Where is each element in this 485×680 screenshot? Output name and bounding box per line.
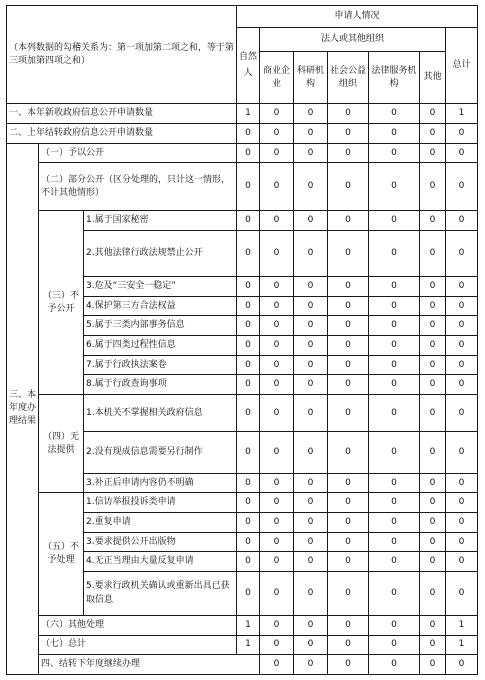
cell-value: 0 (260, 493, 294, 513)
cell-value: 0 (446, 296, 478, 316)
row-label: （六）其他处理 (39, 615, 237, 635)
section-three-label: 三、本年度办理结果 (7, 143, 39, 674)
cell-value: 0 (260, 296, 294, 316)
natural-person-header: 自然人 (237, 27, 260, 104)
row-label: 4.无正当理由大量反复申请 (84, 552, 237, 572)
cell-value: 0 (369, 473, 420, 493)
cell-value: 0 (369, 163, 420, 211)
cell-value: 0 (420, 635, 446, 655)
row-label: 5.要求行政机关确认或重新出具已获取信息 (84, 572, 237, 616)
row-label: （七）总计 (39, 635, 237, 655)
cell-value: 0 (237, 163, 260, 211)
cell-value: 0 (328, 572, 369, 616)
cell-value: 0 (446, 211, 478, 231)
cell-value: 0 (420, 211, 446, 231)
cell-value: 0 (369, 532, 420, 552)
cell-value: 0 (260, 355, 294, 375)
cell-value: 0 (369, 493, 420, 513)
cell-value: 1 (446, 104, 478, 124)
table-row (7, 655, 478, 675)
cell-value: 0 (420, 163, 446, 211)
cell-value: 0 (328, 655, 369, 675)
cell-value: 0 (260, 124, 294, 144)
cell-value: 0 (260, 395, 294, 432)
cell-value: 0 (328, 513, 369, 533)
group-label-not-disclosed: （三）不予公开 (39, 211, 84, 395)
cell-value: 0 (328, 104, 369, 124)
applicant-group-header: 申请人情况 (237, 6, 478, 28)
cell-value: 0 (446, 655, 478, 675)
cell-value: 0 (369, 615, 420, 635)
cell-value: 0 (294, 493, 328, 513)
cell-value: 0 (294, 124, 328, 144)
cell-value: 1 (237, 104, 260, 124)
cell-value: 0 (294, 513, 328, 533)
cell-value: 0 (420, 473, 446, 493)
cell-value: 0 (328, 615, 369, 635)
cell-value: 0 (260, 143, 294, 163)
cell-value: 0 (328, 143, 369, 163)
cell-value: 0 (446, 336, 478, 356)
group-label-unable-to-provide: （四）无法提供 (39, 395, 84, 493)
cell-value: 0 (369, 336, 420, 356)
row-label: （二）部分公开（区分处理的，只计这一情形，不计其他情形） (39, 163, 237, 211)
cell-value: 0 (294, 432, 328, 474)
cell-value: 0 (420, 143, 446, 163)
cell-value: 0 (446, 473, 478, 493)
cell-value: 0 (294, 532, 328, 552)
table-row (7, 104, 478, 124)
row-label: 2.没有现成信息需要另行制作 (84, 432, 237, 474)
cell-value: 0 (237, 124, 260, 144)
cell-value: 0 (369, 655, 420, 675)
cell-value: 0 (420, 532, 446, 552)
row-label: 1.本机关不掌握相关政府信息 (84, 395, 237, 432)
cell-value: 0 (446, 552, 478, 572)
cell-value: 0 (260, 231, 294, 277)
cell-value: 0 (369, 432, 420, 474)
cell-value: 0 (420, 493, 446, 513)
col-header-legal-service: 法律服务机构 (369, 51, 420, 103)
table-row (7, 615, 478, 635)
cell-value: 0 (328, 635, 369, 655)
cell-value: 0 (260, 163, 294, 211)
cell-value: 0 (369, 375, 420, 395)
cell-value: 0 (328, 395, 369, 432)
cell-value: 0 (420, 277, 446, 297)
row-label: 3.要求提供公开出版物 (84, 532, 237, 552)
cell-value: 0 (237, 532, 260, 552)
cell-value: 0 (328, 493, 369, 513)
cell-value: 0 (420, 615, 446, 635)
row-label: 1.属于国家秘密 (84, 211, 237, 231)
cell-value: 0 (369, 395, 420, 432)
table-note: （本列数据的勾稽关系为：第一项加第二项之和，等于第三项加第四项之和） (7, 6, 237, 104)
row-label: 3.危及“三安全一稳定” (84, 277, 237, 297)
row-label: （一）予以公开 (39, 143, 237, 163)
cell-value: 0 (260, 316, 294, 336)
cell-value: 0 (369, 104, 420, 124)
cell-value: 0 (420, 513, 446, 533)
row-label: 3.补正后申请内容仍不明确 (84, 473, 237, 493)
cell-value: 0 (260, 615, 294, 635)
cell-value: 0 (328, 432, 369, 474)
cell-value: 0 (260, 572, 294, 616)
cell-value: 0 (260, 336, 294, 356)
cell-value: 0 (446, 513, 478, 533)
row-label: 7.属于行政执法案卷 (84, 355, 237, 375)
cell-value: 0 (328, 473, 369, 493)
cell-value: 0 (237, 473, 260, 493)
cell-value: 0 (369, 277, 420, 297)
col-header-public-welfare: 社会公益组织 (328, 51, 369, 103)
table-row (7, 635, 478, 655)
cell-value: 0 (237, 296, 260, 316)
cell-value: 0 (420, 355, 446, 375)
cell-value: 0 (446, 375, 478, 395)
row-label: 四、结转下年度继续办理 (39, 655, 260, 675)
cell-value: 0 (369, 572, 420, 616)
total-header: 总计 (446, 27, 478, 104)
cell-value: 0 (446, 316, 478, 336)
cell-value: 0 (294, 211, 328, 231)
cell-value: 0 (420, 395, 446, 432)
cell-value: 0 (328, 211, 369, 231)
cell-value: 0 (260, 532, 294, 552)
cell-value: 0 (446, 124, 478, 144)
cell-value: 0 (369, 316, 420, 336)
cell-value: 0 (420, 104, 446, 124)
cell-value: 0 (260, 473, 294, 493)
cell-value: 0 (294, 473, 328, 493)
cell-value: 0 (237, 143, 260, 163)
cell-value: 0 (237, 552, 260, 572)
cell-value: 0 (237, 432, 260, 474)
cell-value: 0 (328, 277, 369, 297)
table-row (7, 493, 478, 513)
table-row (7, 395, 478, 432)
cell-value: 0 (294, 375, 328, 395)
cell-value: 0 (237, 277, 260, 297)
cell-value: 0 (446, 231, 478, 277)
table-row (7, 211, 478, 231)
cell-value: 0 (420, 336, 446, 356)
cell-value: 0 (420, 375, 446, 395)
cell-value: 0 (328, 163, 369, 211)
cell-value: 0 (294, 143, 328, 163)
cell-value: 0 (294, 104, 328, 124)
row-label: 2.重复申请 (84, 513, 237, 533)
row-label: 4.保护第三方合法权益 (84, 296, 237, 316)
cell-value: 0 (294, 336, 328, 356)
cell-value: 0 (237, 513, 260, 533)
cell-value: 0 (420, 432, 446, 474)
cell-value: 0 (420, 655, 446, 675)
cell-value: 0 (420, 316, 446, 336)
cell-value: 0 (260, 375, 294, 395)
cell-value: 0 (260, 104, 294, 124)
table-row (7, 124, 478, 144)
disclosure-statistics-table (6, 5, 478, 675)
cell-value: 0 (369, 296, 420, 316)
cell-value: 0 (237, 395, 260, 432)
cell-value: 1 (237, 635, 260, 655)
legal-group-header: 法人或其他组织 (260, 27, 446, 51)
cell-value: 0 (294, 355, 328, 375)
cell-value: 0 (260, 277, 294, 297)
row-label: 2.其他法律行政法规禁止公开 (84, 231, 237, 277)
cell-value: 0 (294, 572, 328, 616)
cell-value: 0 (369, 143, 420, 163)
cell-value: 0 (446, 432, 478, 474)
cell-value: 0 (328, 552, 369, 572)
cell-value: 0 (294, 231, 328, 277)
cell-value: 0 (420, 572, 446, 616)
cell-value: 0 (328, 375, 369, 395)
cell-value: 0 (369, 552, 420, 572)
cell-value: 0 (237, 375, 260, 395)
cell-value: 0 (420, 231, 446, 277)
cell-value: 0 (294, 615, 328, 635)
cell-value: 0 (420, 552, 446, 572)
cell-value: 0 (294, 552, 328, 572)
cell-value: 0 (446, 163, 478, 211)
cell-value: 0 (420, 296, 446, 316)
cell-value: 0 (328, 532, 369, 552)
cell-value: 0 (260, 211, 294, 231)
cell-value: 0 (237, 355, 260, 375)
row-label: 5.属于三类内部事务信息 (84, 316, 237, 336)
table-row (7, 143, 478, 163)
cell-value: 0 (369, 124, 420, 144)
cell-value: 0 (446, 395, 478, 432)
cell-value: 0 (294, 395, 328, 432)
cell-value: 0 (294, 655, 328, 675)
cell-value: 0 (446, 493, 478, 513)
cell-value: 0 (328, 124, 369, 144)
cell-value: 0 (328, 231, 369, 277)
cell-value: 0 (237, 231, 260, 277)
cell-value: 0 (446, 355, 478, 375)
cell-value: 0 (294, 296, 328, 316)
row-label: 二、上年结转政府信息公开申请数量 (7, 124, 237, 144)
cell-value: 0 (294, 163, 328, 211)
cell-value: 0 (369, 355, 420, 375)
row-label: 8.属于行政查询事项 (84, 375, 237, 395)
cell-value: 0 (369, 513, 420, 533)
cell-value: 0 (260, 635, 294, 655)
row-label: 一、本年新收政府信息公开申请数量 (7, 104, 237, 124)
cell-value: 0 (237, 316, 260, 336)
cell-value: 0 (237, 572, 260, 616)
cell-value: 1 (446, 615, 478, 635)
cell-value: 0 (328, 355, 369, 375)
cell-value: 1 (446, 635, 478, 655)
cell-value: 0 (294, 316, 328, 336)
cell-value: 0 (328, 316, 369, 336)
col-header-business: 商业企业 (260, 51, 294, 103)
cell-value: 0 (446, 143, 478, 163)
table-row (7, 163, 478, 211)
cell-value: 0 (294, 635, 328, 655)
cell-value: 0 (420, 124, 446, 144)
group-label-not-processed: （五）不予处理 (39, 493, 84, 615)
cell-value: 0 (446, 572, 478, 616)
row-label: 6.属于四类过程性信息 (84, 336, 237, 356)
cell-value: 1 (237, 615, 260, 635)
cell-value: 0 (260, 552, 294, 572)
cell-value: 0 (446, 532, 478, 552)
row-label: 1.信访举报投诉类申请 (84, 493, 237, 513)
cell-value: 0 (294, 277, 328, 297)
cell-value: 0 (328, 336, 369, 356)
cell-value: 0 (369, 231, 420, 277)
col-header-research: 科研机构 (294, 51, 328, 103)
cell-value: 0 (446, 277, 478, 297)
cell-value: 0 (237, 493, 260, 513)
cell-value: 0 (260, 432, 294, 474)
cell-value: 0 (237, 211, 260, 231)
cell-value: 0 (260, 655, 294, 675)
cell-value: 0 (369, 635, 420, 655)
col-header-other: 其他 (420, 51, 446, 103)
cell-value: 0 (237, 336, 260, 356)
cell-value: 0 (260, 513, 294, 533)
cell-value: 0 (328, 296, 369, 316)
cell-value: 0 (369, 211, 420, 231)
